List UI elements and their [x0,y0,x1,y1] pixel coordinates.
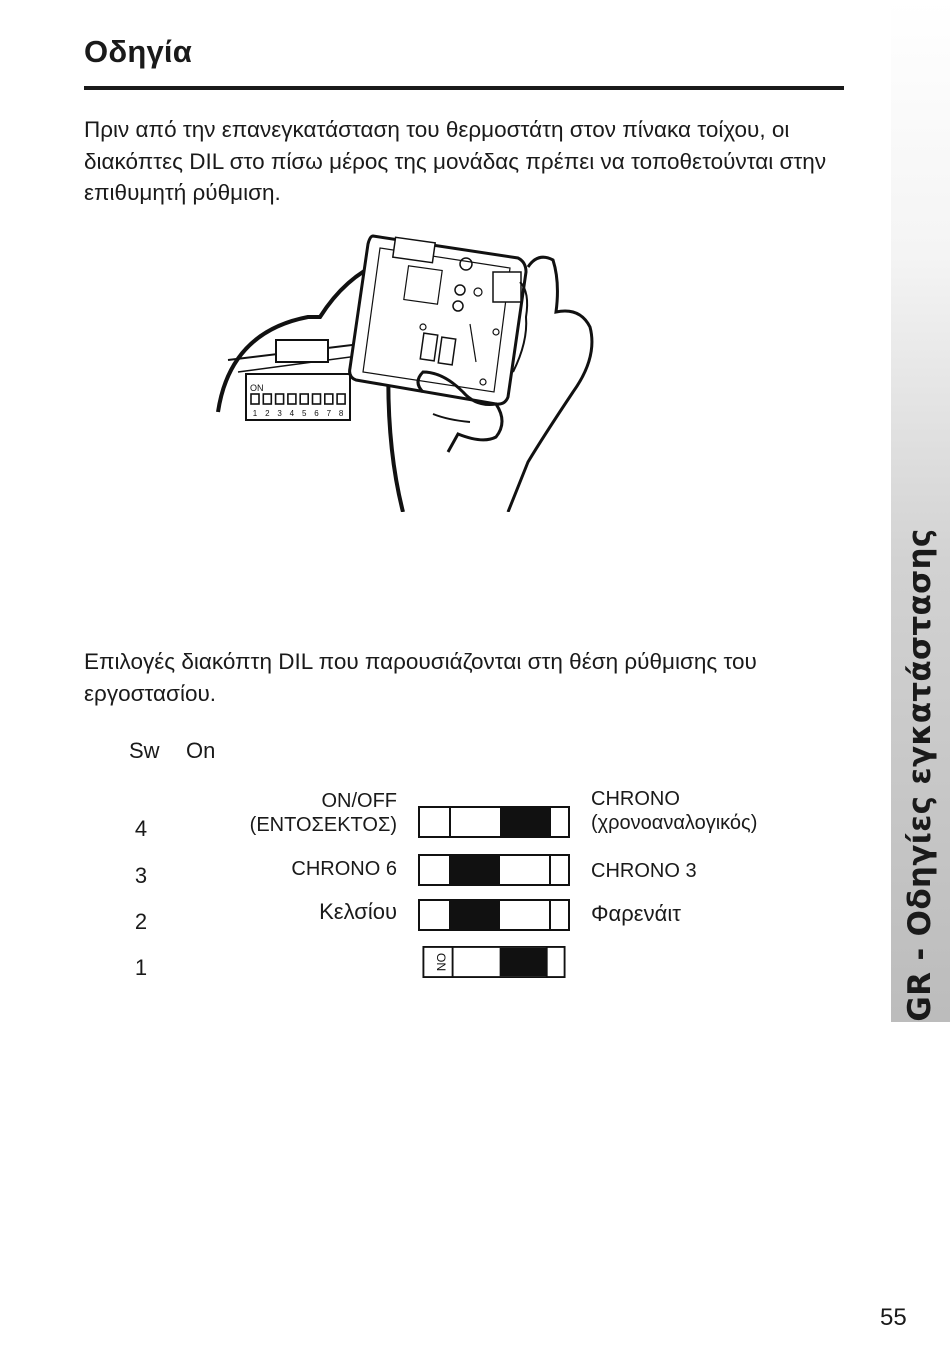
sw4-left-line2: (ΕΝΤΟΣΕΚΤΟΣ) [249,814,397,836]
zoom-switch [325,394,333,404]
dil-intro-paragraph: Επιλογές διακόπτη DIL που παρουσιάζονται στη θέση ρύθμισης του εργοστασίου. [84,649,757,706]
sw3-left-label: CHRONO 6 [291,858,397,880]
zoom-switch-number: 8 [338,409,344,418]
zoom-switch-number: 5 [301,409,307,418]
intro-paragraph: Πριν από την επανεγκατάσταση του θερμοστάτη στον πίνακα τοίχου, οι διακόπτες DIL στο πίσω μέρος της μονάδας πρέπει να τοποθετούνται στην επιθυμητή ρύθμιση. [84,117,827,205]
page-title: Οδηγία [84,34,192,69]
dil-switch-1 [418,946,570,978]
zoom-on-label: ON [250,383,264,393]
on-marker: ON [434,952,449,972]
sw4-right-line2: (χρονοαναλογικός) [591,812,758,834]
zoom-switch-number: 2 [265,409,270,418]
dil-switch-4 [418,806,570,838]
zoom-switch-number: 7 [326,409,332,418]
sw3-right-label: CHRONO 3 [591,860,697,882]
title-rule [84,86,844,90]
sw4-left-line1: ON/OFF [321,790,397,812]
sw4-right-line1: CHRONO [591,788,680,810]
sw2-right-label: Φαρενάιτ [591,901,681,926]
zoom-switch [288,394,296,404]
zoom-switch [300,394,308,404]
switch-knob [500,948,547,976]
zoom-switch-number: 4 [289,409,295,418]
sw4-left-label [250,789,397,837]
sidebar-label: GR - Οδηγίες εγκατάστασης [902,528,938,1022]
sw-number: 1 [134,955,148,980]
col-header-sw: Sw [129,738,160,763]
dil-switch-2 [418,899,570,931]
zoom-switch [276,394,284,404]
zoom-dil-switch-block [246,374,350,420]
sw-number: 3 [134,863,148,888]
switch-knob [500,808,550,836]
page-number: 55 [880,1304,907,1331]
zoom-switch [313,394,321,404]
zoom-switch-number: 1 [252,409,258,418]
dil-switch-3 [418,854,570,886]
switch-knob [450,901,500,929]
thermostat-unit [350,236,526,404]
sw-number: 4 [134,816,148,841]
thermostat-dil-illustration [208,222,648,512]
col-header-on: On [186,738,216,763]
zoom-switch [337,394,345,404]
switch-knob [450,856,500,884]
sw4-right-label [591,787,757,835]
zoom-switch-number: 6 [314,409,319,418]
sw2-left-label: Κελσίου [319,899,397,924]
zoom-switch [263,394,271,404]
sw-number: 2 [134,909,148,934]
zoom-switch-number: 3 [277,409,282,418]
zoom-switch [251,394,259,404]
